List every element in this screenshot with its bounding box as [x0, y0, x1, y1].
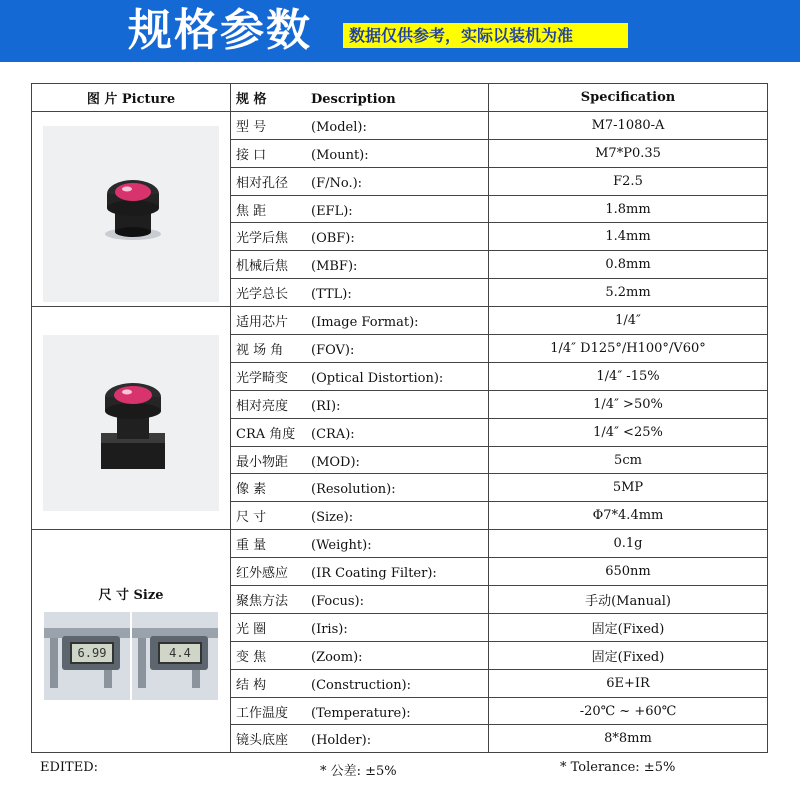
param-name: 视 场 角 [236, 342, 284, 358]
footer-edited: EDITED: [40, 760, 99, 775]
title-banner [0, 0, 800, 62]
param-cell [231, 530, 489, 558]
caliper-reading: 6.99 [70, 642, 114, 664]
size-label: 尺 寸 Size [98, 588, 164, 604]
spec-value: 1/4″ -15% [489, 362, 768, 390]
param-description: (FOV): [311, 342, 355, 358]
param-name: 相对孔径 [236, 175, 289, 191]
param-name: 机械后焦 [236, 259, 289, 275]
spec-value: 5.2mm [489, 279, 768, 307]
param-description: (MOD): [311, 454, 360, 470]
lens-photo-cell-front [32, 111, 231, 306]
footer-tolerance-cn: * 公差: ±5% [320, 764, 397, 779]
param-cell [231, 446, 489, 474]
param-cell [231, 195, 489, 223]
param-name: 红外感应 [236, 566, 289, 582]
spec-value: -20℃ ~ +60℃ [489, 697, 768, 725]
param-description: (RI): [311, 398, 341, 414]
table-row [32, 530, 768, 558]
param-description: (Optical Distortion): [311, 370, 444, 386]
param-cell [231, 335, 489, 363]
header-picture: 图 片 Picture [32, 84, 231, 112]
param-description: (CRA): [311, 426, 355, 442]
header-specification: Specification [489, 84, 768, 112]
header-param-name: 规 格 [236, 91, 267, 107]
param-cell [231, 586, 489, 614]
spec-value: Φ7*4.4mm [489, 502, 768, 530]
param-name: 适用芯片 [236, 315, 289, 331]
param-description: (MBF): [311, 259, 358, 275]
spec-value: 5MP [489, 474, 768, 502]
param-description: (F/No.): [311, 175, 363, 191]
param-cell [231, 223, 489, 251]
param-cell [231, 502, 489, 530]
param-description: (Zoom): [311, 649, 363, 665]
lens-photo [43, 126, 219, 302]
param-cell [231, 558, 489, 586]
spec-value: 手动(Manual) [489, 586, 768, 614]
param-cell [231, 111, 489, 139]
param-cell [231, 641, 489, 669]
spec-value: F2.5 [489, 167, 768, 195]
spec-table [31, 83, 768, 753]
param-cell [231, 279, 489, 307]
spec-value: 固定(Fixed) [489, 613, 768, 641]
param-description: (OBF): [311, 231, 355, 247]
param-name: 型 号 [236, 119, 267, 135]
param-cell [231, 167, 489, 195]
page-title: 规格参数 [128, 5, 312, 56]
spec-value: 固定(Fixed) [489, 641, 768, 669]
table-row [32, 307, 768, 335]
spec-value: 0.1g [489, 530, 768, 558]
param-cell [231, 251, 489, 279]
spec-value: 1/4″ <25% [489, 418, 768, 446]
param-description: (IR Coating Filter): [311, 566, 437, 582]
param-cell [231, 669, 489, 697]
caliper-photo [44, 612, 130, 700]
param-name: 相对亮度 [236, 398, 289, 414]
spec-value: M7*P0.35 [489, 139, 768, 167]
spec-value: 6E+IR [489, 669, 768, 697]
spec-value: M7-1080-A [489, 111, 768, 139]
param-description: (Construction): [311, 677, 412, 693]
param-name: 镜头底座 [236, 733, 289, 749]
spec-value: 1.8mm [489, 195, 768, 223]
param-name: CRA 角度 [236, 426, 296, 442]
size-photo-cell [32, 530, 231, 753]
param-name: 结 构 [236, 677, 267, 693]
param-description: (Size): [311, 510, 354, 526]
param-description: (Focus): [311, 593, 364, 609]
lens-with-holder-photo [43, 335, 219, 511]
spec-value: 0.8mm [489, 251, 768, 279]
param-name: 像 素 [236, 482, 267, 498]
param-name: 最小物距 [236, 454, 289, 470]
header-param-desc: Description [311, 91, 396, 107]
caliper-reading: 4.4 [158, 642, 202, 664]
spec-value: 650nm [489, 558, 768, 586]
param-description: (Image Format): [311, 315, 419, 331]
table-row [32, 111, 768, 139]
param-cell [231, 697, 489, 725]
param-cell [231, 139, 489, 167]
param-cell [231, 474, 489, 502]
param-description: (Mount): [311, 147, 369, 163]
spec-value: 1.4mm [489, 223, 768, 251]
spec-value: 1/4″ >50% [489, 390, 768, 418]
param-name: 光学畸变 [236, 370, 289, 386]
param-description: (Model): [311, 119, 367, 135]
disclaimer-note: 数据仅供参考，实际以装机为准 [343, 23, 628, 48]
param-name: 聚焦方法 [236, 593, 289, 609]
param-cell [231, 418, 489, 446]
param-description: (TTL): [311, 287, 352, 303]
param-name: 光学后焦 [236, 231, 289, 247]
lens-photo-cell-holder [32, 307, 231, 530]
param-name: 焦 距 [236, 203, 267, 219]
param-description: (Holder): [311, 733, 372, 749]
header-description [231, 84, 489, 112]
param-name: 工作温度 [236, 705, 289, 721]
param-description: (Resolution): [311, 482, 396, 498]
param-name: 接 口 [236, 147, 267, 163]
caliper-photos [44, 612, 218, 700]
param-description: (Temperature): [311, 705, 411, 721]
param-cell [231, 725, 489, 753]
param-name: 光学总长 [236, 287, 289, 303]
spec-value: 5cm [489, 446, 768, 474]
param-cell [231, 362, 489, 390]
footer-tolerance-en: * Tolerance: ±5% [560, 760, 676, 775]
caliper-photo [132, 612, 218, 700]
param-cell [231, 613, 489, 641]
spec-value: 8*8mm [489, 725, 768, 753]
spec-value: 1/4″ D125°/H100°/V60° [489, 335, 768, 363]
param-cell [231, 307, 489, 335]
param-name: 变 焦 [236, 649, 267, 665]
param-name: 尺 寸 [236, 510, 267, 526]
param-description: (Iris): [311, 621, 348, 637]
table-header-row [32, 84, 768, 112]
param-description: (EFL): [311, 203, 353, 219]
param-description: (Weight): [311, 538, 372, 554]
param-name: 光 圈 [236, 621, 267, 637]
param-name: 重 量 [236, 538, 267, 554]
spec-value: 1/4″ [489, 307, 768, 335]
param-cell [231, 390, 489, 418]
